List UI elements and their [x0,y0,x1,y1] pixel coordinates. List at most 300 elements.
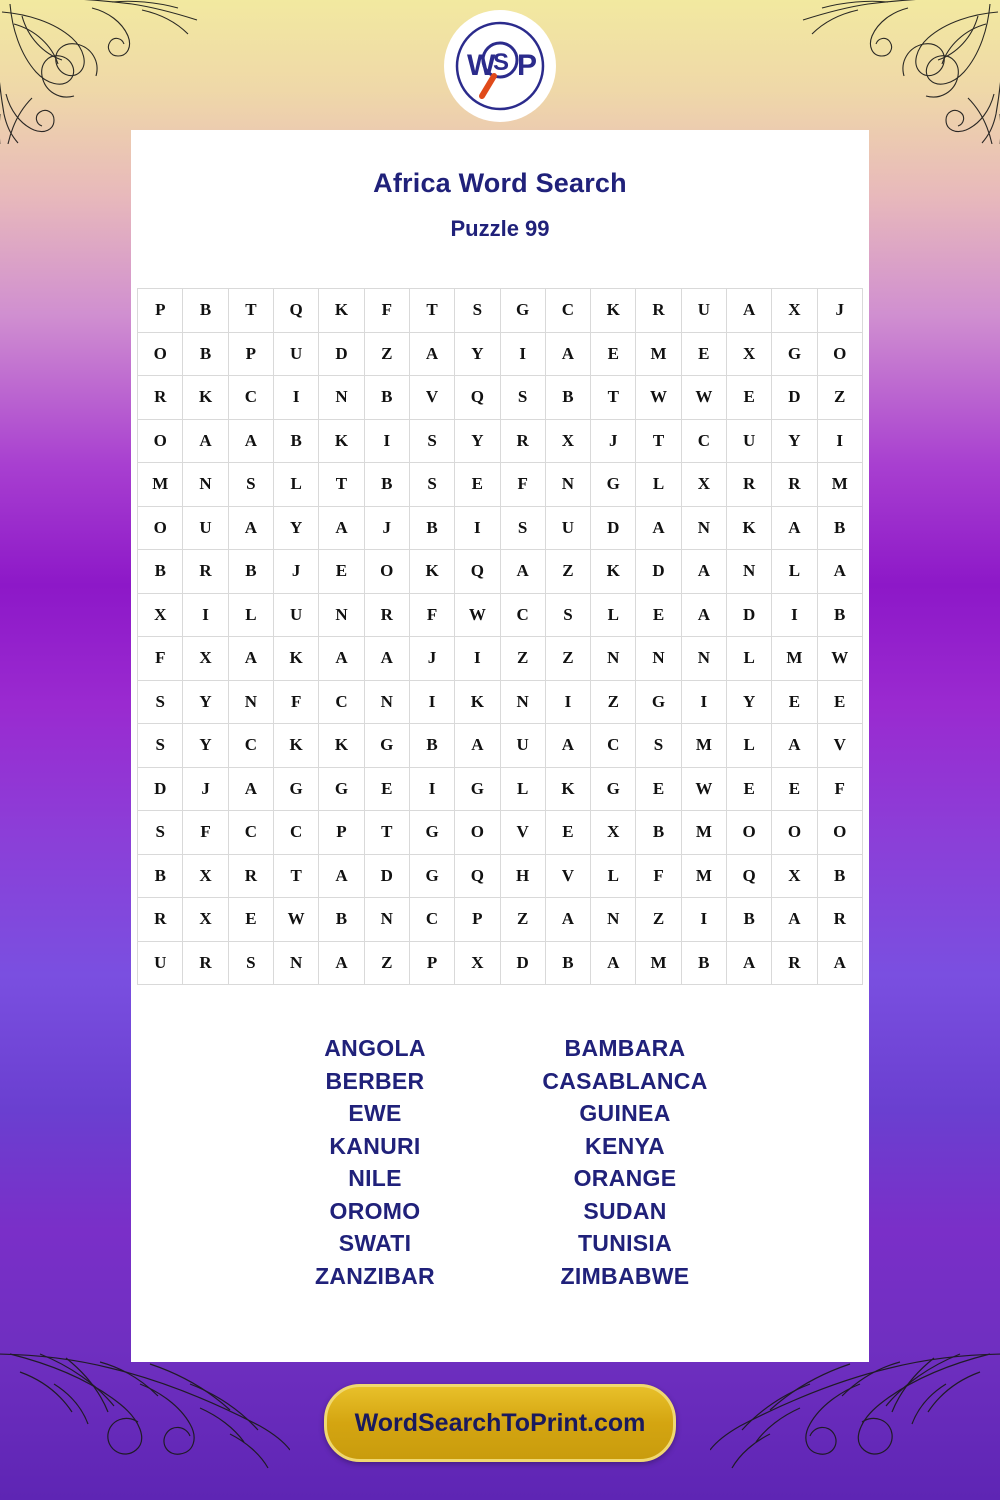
grid-cell[interactable]: U [138,941,183,985]
grid-cell[interactable]: B [726,898,771,942]
grid-cell[interactable]: A [817,550,862,594]
word-search-grid[interactable] [137,288,863,985]
grid-cell[interactable]: G [319,767,364,811]
word-list-item: EWE [348,1100,402,1126]
grid-cell[interactable]: R [772,941,817,985]
grid-cell[interactable]: O [364,550,409,594]
grid-cell[interactable]: Z [817,376,862,420]
grid-cell[interactable]: G [591,767,636,811]
grid-cell[interactable]: C [545,289,590,333]
grid-cell[interactable]: A [228,506,273,550]
grid-cell[interactable]: U [183,506,228,550]
grid-cell[interactable]: C [274,811,319,855]
grid-cell[interactable]: A [681,593,726,637]
website-label: WordSearchToPrint.com [354,1408,646,1437]
grid-cell[interactable]: I [772,593,817,637]
grid-cell[interactable]: J [364,506,409,550]
grid-cell[interactable]: M [772,637,817,681]
grid-cell[interactable]: F [636,854,681,898]
grid-cell[interactable]: Y [274,506,319,550]
grid-cell[interactable]: X [183,898,228,942]
grid-cell[interactable]: B [817,506,862,550]
grid-cell[interactable]: Y [726,680,771,724]
word-list-item: ZANZIBAR [315,1262,435,1289]
grid-cell[interactable]: O [138,506,183,550]
grid-cell[interactable]: N [500,680,545,724]
grid-cell[interactable]: E [591,332,636,376]
grid-cell[interactable]: L [500,767,545,811]
grid-cell[interactable]: G [364,724,409,768]
grid-cell[interactable]: J [409,637,454,681]
grid-cell[interactable]: F [274,680,319,724]
grid-cell[interactable]: E [636,593,681,637]
word-search-grid-wrapper [131,288,869,985]
grid-cell[interactable]: I [500,332,545,376]
grid-row [138,332,863,376]
grid-cell[interactable]: A [772,506,817,550]
grid-cell[interactable]: N [228,680,273,724]
grid-cell[interactable]: B [409,724,454,768]
grid-cell[interactable]: Z [545,637,590,681]
grid-cell[interactable]: Q [455,550,500,594]
grid-cell[interactable]: N [364,898,409,942]
grid-cell[interactable]: G [636,680,681,724]
grid-cell[interactable]: F [138,637,183,681]
grid-cell[interactable]: I [681,680,726,724]
grid-cell[interactable]: L [772,550,817,594]
grid-cell[interactable]: E [681,332,726,376]
grid-cell[interactable]: E [772,767,817,811]
grid-cell[interactable]: M [817,463,862,507]
grid-cell[interactable]: Q [455,376,500,420]
grid-cell[interactable]: A [183,419,228,463]
grid-cell[interactable]: N [636,637,681,681]
grid-cell[interactable]: J [274,550,319,594]
grid-cell[interactable]: B [138,550,183,594]
grid-cell[interactable]: N [681,637,726,681]
grid-cell[interactable]: P [138,289,183,333]
grid-cell[interactable]: P [319,811,364,855]
site-logo [446,12,554,120]
grid-cell[interactable]: B [545,941,590,985]
grid-cell[interactable]: R [726,463,771,507]
grid-cell[interactable]: Z [545,550,590,594]
grid-cell[interactable]: F [183,811,228,855]
grid-cell[interactable]: A [772,724,817,768]
grid-cell[interactable]: M [681,811,726,855]
grid-cell[interactable]: J [591,419,636,463]
word-list [131,1032,869,1292]
grid-row [138,289,863,333]
grid-cell[interactable]: C [319,680,364,724]
grid-cell[interactable]: B [636,811,681,855]
grid-cell[interactable]: F [409,593,454,637]
grid-cell[interactable]: K [591,550,636,594]
grid-cell[interactable]: B [817,854,862,898]
grid-cell[interactable]: X [183,854,228,898]
grid-cell[interactable]: S [500,506,545,550]
grid-cell[interactable]: X [726,332,771,376]
grid-cell[interactable]: T [364,811,409,855]
word-list-item: KANURI [329,1132,421,1159]
grid-cell[interactable]: S [138,680,183,724]
grid-cell[interactable]: U [274,593,319,637]
grid-cell[interactable]: K [409,550,454,594]
grid-cell[interactable]: A [319,941,364,985]
grid-cell[interactable]: A [409,332,454,376]
grid-cell[interactable]: I [817,419,862,463]
grid-cell[interactable]: K [274,637,319,681]
grid-cell[interactable]: L [591,593,636,637]
grid-cell[interactable]: O [138,419,183,463]
grid-cell[interactable]: B [364,376,409,420]
grid-cell[interactable]: Z [364,332,409,376]
grid-cell[interactable]: L [228,593,273,637]
grid-cell[interactable]: A [545,898,590,942]
grid-cell[interactable]: G [409,811,454,855]
grid-cell[interactable]: N [681,506,726,550]
grid-cell[interactable]: N [591,898,636,942]
corner-flourish-bottom-right-icon [710,1344,1000,1500]
grid-cell[interactable]: G [274,767,319,811]
word-list-item: KENYA [585,1132,665,1159]
grid-cell[interactable]: B [183,289,228,333]
grid-cell[interactable]: L [591,854,636,898]
grid-cell[interactable]: R [817,898,862,942]
grid-cell[interactable]: E [726,376,771,420]
grid-cell[interactable]: D [138,767,183,811]
grid-cell[interactable]: O [817,332,862,376]
grid-cell[interactable]: I [364,419,409,463]
puzzle-number: Puzzle 99 [450,216,550,241]
grid-cell[interactable]: K [274,724,319,768]
grid-cell[interactable]: E [364,767,409,811]
grid-cell[interactable]: G [591,463,636,507]
grid-cell[interactable]: B [138,854,183,898]
grid-cell[interactable]: Y [772,419,817,463]
grid-row [138,724,863,768]
grid-cell[interactable]: A [726,941,771,985]
grid-cell[interactable]: G [455,767,500,811]
page-title: Africa Word Search [373,168,627,198]
grid-cell[interactable]: L [726,724,771,768]
grid-cell[interactable]: G [409,854,454,898]
grid-row [138,419,863,463]
word-list-left-column [250,1032,500,1292]
corner-flourish-top-left-icon [0,0,202,144]
grid-cell[interactable]: K [455,680,500,724]
grid-cell[interactable]: D [591,506,636,550]
grid-cell[interactable]: T [409,289,454,333]
grid-cell[interactable]: G [772,332,817,376]
grid-cell[interactable]: A [319,637,364,681]
grid-cell[interactable]: E [319,550,364,594]
grid-row [138,854,863,898]
word-list-item: ORANGE [573,1165,677,1191]
grid-cell[interactable]: W [455,593,500,637]
grid-cell[interactable]: A [636,506,681,550]
logo-graphic-icon [454,20,546,112]
grid-cell[interactable]: W [681,767,726,811]
grid-cell[interactable]: T [319,463,364,507]
grid-cell[interactable]: X [545,419,590,463]
grid-cell[interactable]: S [455,289,500,333]
grid-cell[interactable]: A [726,289,771,333]
grid-cell[interactable]: N [183,463,228,507]
word-list-item: ANGOLA [324,1035,426,1061]
grid-cell[interactable]: N [545,463,590,507]
grid-cell[interactable]: S [500,376,545,420]
grid-cell[interactable]: S [409,463,454,507]
grid-cell[interactable]: X [772,854,817,898]
word-list-item: TUNISIA [577,1230,673,1256]
grid-cell[interactable]: C [228,376,273,420]
grid-cell[interactable]: E [817,680,862,724]
grid-cell[interactable]: E [545,811,590,855]
grid-cell[interactable]: N [319,376,364,420]
grid-cell[interactable]: B [319,898,364,942]
grid-cell[interactable]: U [500,724,545,768]
grid-cell[interactable]: I [409,680,454,724]
grid-cell[interactable]: V [545,854,590,898]
grid-cell[interactable]: K [726,506,771,550]
grid-cell[interactable]: B [409,506,454,550]
grid-row [138,550,863,594]
grid-cell[interactable]: S [545,593,590,637]
grid-cell[interactable]: S [636,724,681,768]
grid-cell[interactable]: R [183,550,228,594]
grid-cell[interactable]: O [138,332,183,376]
grid-row [138,767,863,811]
grid-cell[interactable]: A [319,506,364,550]
grid-row [138,680,863,724]
grid-cell[interactable]: X [772,289,817,333]
grid-cell[interactable]: P [409,941,454,985]
grid-cell[interactable]: E [772,680,817,724]
grid-cell[interactable]: M [636,332,681,376]
grid-cell[interactable]: C [409,898,454,942]
grid-cell[interactable]: A [228,767,273,811]
grid-cell[interactable]: H [500,854,545,898]
word-list-item: SUDAN [583,1197,667,1224]
grid-cell[interactable]: S [409,419,454,463]
grid-cell[interactable]: D [726,593,771,637]
grid-cell[interactable]: L [636,463,681,507]
grid-cell[interactable]: O [726,811,771,855]
grid-cell[interactable]: D [319,332,364,376]
grid-cell[interactable]: I [455,506,500,550]
grid-cell[interactable]: K [183,376,228,420]
grid-cell[interactable]: B [183,332,228,376]
website-button[interactable] [324,1384,676,1462]
grid-cell[interactable]: I [681,898,726,942]
grid-cell[interactable]: V [500,811,545,855]
grid-cell[interactable]: Q [726,854,771,898]
grid-cell[interactable]: X [681,463,726,507]
grid-cell[interactable]: L [274,463,319,507]
grid-cell[interactable]: C [591,724,636,768]
grid-cell[interactable]: Z [500,637,545,681]
grid-cell[interactable]: R [500,419,545,463]
grid-cell[interactable]: K [545,767,590,811]
grid-cell[interactable]: I [455,637,500,681]
word-list-item: ZIMBABWE [560,1262,690,1289]
grid-cell[interactable]: O [772,811,817,855]
grid-cell[interactable]: K [319,419,364,463]
grid-cell[interactable]: U [681,289,726,333]
grid-cell[interactable]: R [138,376,183,420]
grid-cell[interactable]: B [545,376,590,420]
grid-cell[interactable]: A [545,332,590,376]
grid-cell[interactable]: A [591,941,636,985]
grid-cell[interactable]: X [138,593,183,637]
grid-cell[interactable]: C [500,593,545,637]
grid-cell[interactable]: S [138,811,183,855]
grid-cell[interactable]: F [364,289,409,333]
grid-row [138,898,863,942]
grid-cell[interactable]: Z [636,898,681,942]
grid-cell[interactable]: W [817,637,862,681]
grid-cell[interactable]: I [183,593,228,637]
grid-cell[interactable]: X [591,811,636,855]
logo-inner [454,20,546,112]
grid-cell[interactable]: V [817,724,862,768]
grid-cell[interactable]: Y [455,419,500,463]
word-list-item: NILE [348,1165,402,1191]
grid-cell[interactable]: N [591,637,636,681]
grid-cell[interactable]: L [726,637,771,681]
grid-cell[interactable]: C [228,724,273,768]
grid-cell[interactable]: R [772,463,817,507]
grid-cell[interactable]: U [726,419,771,463]
grid-cell[interactable]: X [183,637,228,681]
grid-cell[interactable]: K [319,724,364,768]
grid-cell[interactable]: A [817,941,862,985]
grid-cell[interactable]: A [455,724,500,768]
grid-cell[interactable]: A [500,550,545,594]
grid-cell[interactable]: B [274,419,319,463]
grid-cell[interactable]: P [455,898,500,942]
grid-cell[interactable]: R [636,289,681,333]
corner-flourish-top-right-icon [798,0,1000,144]
grid-row [138,376,863,420]
grid-cell[interactable]: N [726,550,771,594]
grid-cell[interactable]: N [364,680,409,724]
grid-cell[interactable]: Y [455,332,500,376]
grid-cell[interactable]: D [772,376,817,420]
grid-cell[interactable]: C [228,811,273,855]
grid-cell[interactable]: T [591,376,636,420]
grid-cell[interactable]: Z [591,680,636,724]
logo-letter-s: S [493,49,510,76]
grid-cell[interactable]: R [364,593,409,637]
grid-cell[interactable]: I [545,680,590,724]
grid-cell[interactable]: T [228,289,273,333]
grid-cell[interactable]: U [545,506,590,550]
grid-cell[interactable]: R [138,898,183,942]
word-list-item: CASABLANCA [542,1067,708,1094]
logo-letter-w: W [467,49,496,82]
grid-cell[interactable]: O [455,811,500,855]
grid-cell[interactable]: S [138,724,183,768]
word-list-right-column [500,1032,750,1292]
grid-cell[interactable]: A [319,854,364,898]
grid-cell[interactable]: A [364,637,409,681]
grid-cell[interactable]: Q [455,854,500,898]
grid-cell[interactable]: E [228,898,273,942]
grid-cell[interactable]: A [228,637,273,681]
grid-cell[interactable]: N [274,941,319,985]
grid-cell[interactable]: E [455,463,500,507]
grid-cell[interactable]: D [636,550,681,594]
grid-cell[interactable]: T [636,419,681,463]
grid-cell[interactable]: M [636,941,681,985]
grid-cell[interactable]: Z [364,941,409,985]
grid-cell[interactable]: K [319,289,364,333]
grid-cell[interactable]: R [228,854,273,898]
grid-cell[interactable]: F [500,463,545,507]
grid-row [138,506,863,550]
grid-cell[interactable]: J [817,289,862,333]
grid-cell[interactable]: B [817,593,862,637]
grid-cell[interactable]: P [228,332,273,376]
grid-cell[interactable]: C [681,419,726,463]
grid-cell[interactable]: A [772,898,817,942]
grid-row [138,637,863,681]
grid-cell[interactable]: Z [500,898,545,942]
grid-cell[interactable]: V [409,376,454,420]
grid-cell[interactable]: A [228,419,273,463]
grid-cell[interactable]: W [274,898,319,942]
word-list-item: GUINEA [579,1100,671,1126]
logo-letter-p: P [517,49,538,82]
grid-cell[interactable]: O [817,811,862,855]
grid-cell[interactable]: Y [183,680,228,724]
grid-cell[interactable]: N [319,593,364,637]
grid-cell[interactable]: E [726,767,771,811]
grid-cell[interactable]: E [636,767,681,811]
grid-cell[interactable]: W [681,376,726,420]
grid-cell[interactable]: K [591,289,636,333]
grid-cell[interactable]: D [364,854,409,898]
grid-cell[interactable]: R [183,941,228,985]
grid-cell[interactable]: S [228,941,273,985]
corner-flourish-bottom-left-icon [0,1344,290,1500]
grid-cell[interactable]: Y [183,724,228,768]
grid-cell[interactable]: G [500,289,545,333]
grid-cell[interactable]: D [500,941,545,985]
grid-cell[interactable]: X [455,941,500,985]
grid-cell[interactable]: B [228,550,273,594]
grid-cell[interactable]: M [681,854,726,898]
grid-cell[interactable]: S [228,463,273,507]
grid-cell[interactable]: T [274,854,319,898]
grid-cell[interactable]: B [681,941,726,985]
grid-cell[interactable]: B [364,463,409,507]
grid-cell[interactable]: I [409,767,454,811]
grid-cell[interactable]: J [183,767,228,811]
puzzle-sheet [131,130,869,1362]
grid-cell[interactable]: I [274,376,319,420]
grid-cell[interactable]: U [274,332,319,376]
grid-cell[interactable]: A [681,550,726,594]
grid-cell[interactable]: M [681,724,726,768]
grid-cell[interactable]: Q [274,289,319,333]
grid-cell[interactable]: A [545,724,590,768]
grid-cell[interactable]: M [138,463,183,507]
grid-cell[interactable]: F [817,767,862,811]
grid-cell[interactable]: W [636,376,681,420]
